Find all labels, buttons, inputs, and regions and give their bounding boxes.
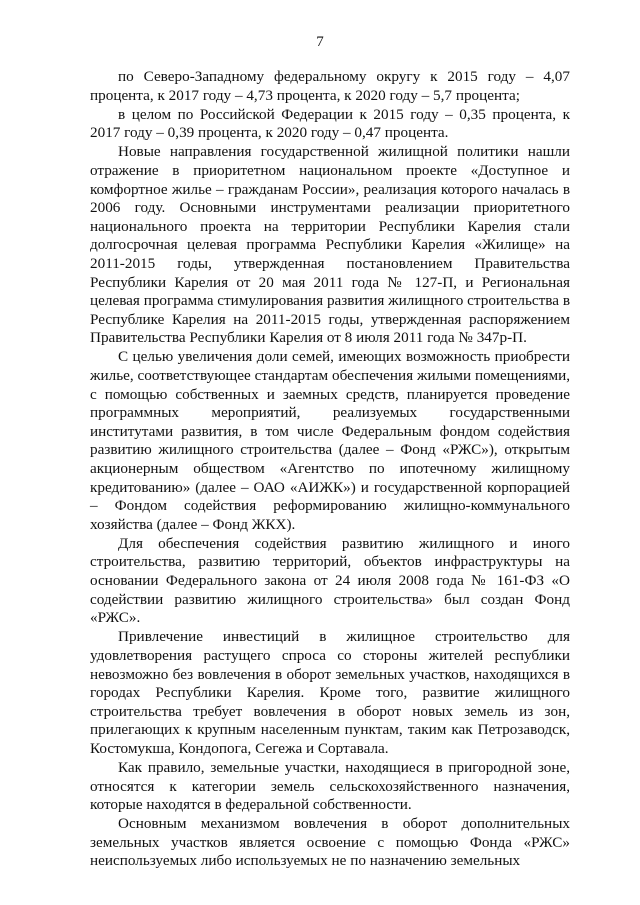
paragraph: Новые направления государственной жилищной политики нашли отражение в приоритетном национальном проекте «Доступное и комфортное жилье – гражданам России», реализация которого началась в 2006 году. Основными инструментами реализации приоритетного национального проекта на территории Республики Карелия стали долгосрочная целевая программа Республики Карелия «Жилище» на 2011-2015 годы, утвержденная постановлением Правительства Республики Карелия от 20 мая 2011 года № 127-П, и Региональная целевая программа стимулирования развития жилищного строительства в Республике Карелия на 2011-2015 годы, утвержденная распоряжением Правительства Республики Карелия от 8 июля 2011 года № 347р-П. [90,143,570,347]
paragraph: С целью увеличения доли семей, имеющих возможность приобрести жилье, соответствующее стандартам обеспечения жилыми помещениями, с помощью собственных и заемных средств, планируется проведение программных мероприятий, реализуемых государственными институтами развития, в том числе Федеральным фондом содействия развитию жилищного строительства (далее – Фонд «РЖС»), открытым акционерным обществом «Агентство по ипотечному жилищному кредитованию» (далее – ОАО «АИЖК») и государственной корпорацией – Фондом содействия реформированию жилищно-коммунального хозяйства (далее – Фонд ЖКХ). [90,348,570,533]
body-text [90,68,570,872]
paragraph: по Северо-Западному федеральному округу к 2015 году – 4,07 процента, к 2017 году – 4,73 процента, к 2020 году – 5,7 процента; [90,68,570,104]
paragraph: Привлечение инвестиций в жилищное строительство для удовлетворения растущего спроса со стороны жителей республики невозможно без вовлечения в оборот земельных участков, находящихся в городах Республики Карелия. Кроме того, развитие жилищного строительства требует вовлечения в оборот новых земель из зон, прилегающих к крупным населенным пунктам, таким как Петрозаводск, Костомукша, Кондопога, Сегежа и Сортавала. [90,628,570,757]
paragraph: Для обеспечения содействия развитию жилищного и иного строительства, развитию территорий, объектов инфраструктуры на основании Федерального закона от 24 июля 2008 года № 161-ФЗ «О содействии развитию жилищного строительства» был создан Фонд «РЖС». [90,534,570,627]
page-number: 7 [316,34,324,50]
paragraph: Основным механизмом вовлечения в оборот дополнительных земельных участков является освоение с помощью Фонда «РЖС» неиспользуемых либо используемых не по назначению земельных [90,815,570,870]
paragraph: Как правило, земельные участки, находящиеся в пригородной зоне, относятся к категории земель сельскохозяйственного назначения, которые находятся в федеральной собственности. [90,758,570,814]
paragraph: в целом по Российской Федерации к 2015 году – 0,35 процента, к 2017 году – 0,39 процента, к 2020 году – 0,47 процента. [90,105,570,142]
